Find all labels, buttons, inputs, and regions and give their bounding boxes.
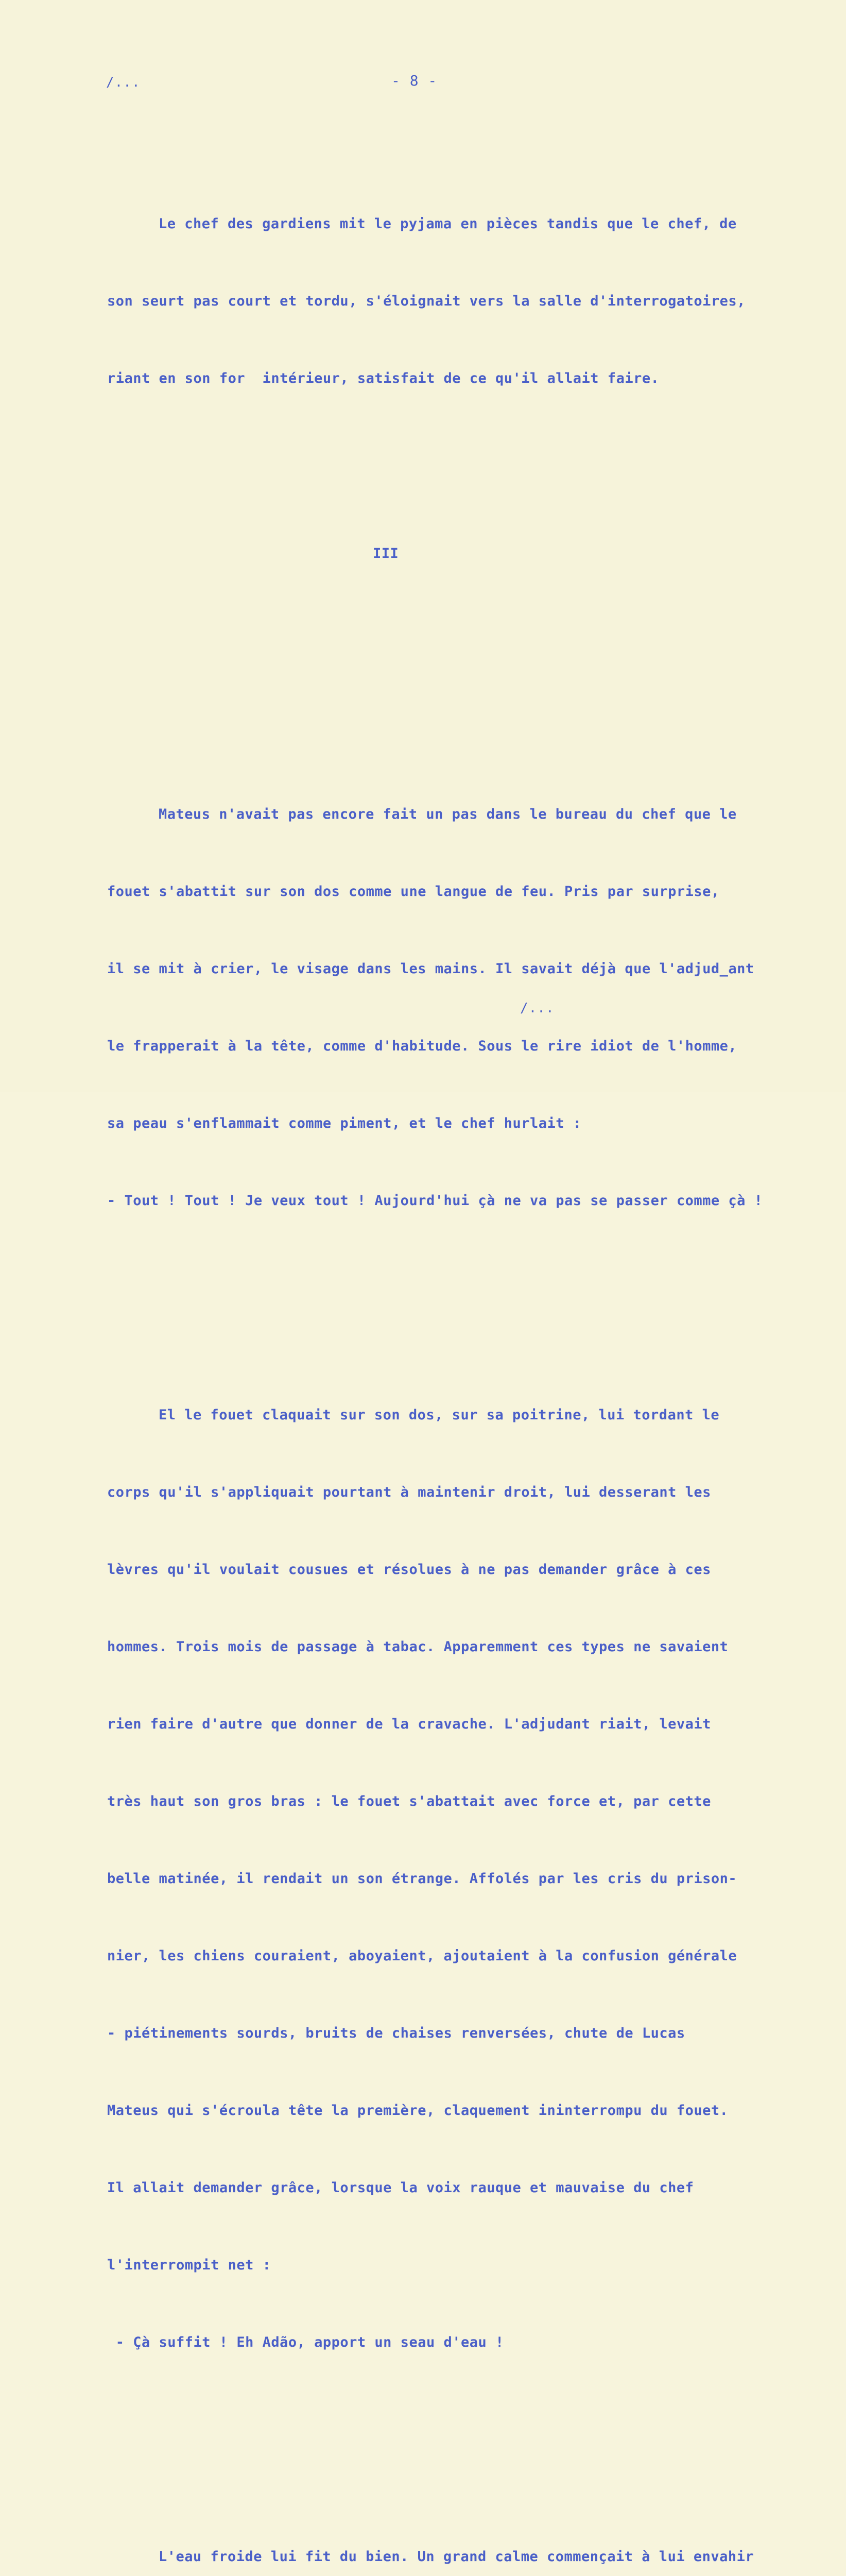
footer-continuation-mark: /... (520, 1001, 555, 1016)
text-line: lèvres qu'il voulait cousues et résolues à ne pas demander grâce à ces (107, 1562, 711, 1578)
text-line: - piétinements sourds, bruits de chaises renversées, chute de Lucas (107, 2025, 685, 2041)
text-line: Mateus n'avait pas encore fait un pas dans le bureau du chef que le (159, 806, 737, 822)
text-line: rien faire d'autre que donner de la cravache. L'adjudant riait, levait (107, 1716, 711, 1732)
text-line: il se mit à crier, le visage dans les mains. Il savait déjà que l'adjud_ant (107, 961, 754, 977)
text-line: nier, les chiens couraient, aboyaient, ajoutaient à la confusion générale (107, 1948, 737, 1964)
text-line: Mateus qui s'écroula tête la première, claquement ininterrompu du fouet. (107, 2103, 729, 2119)
page-body (107, 108, 776, 2576)
dialogue-line: - Çà suffit ! Eh Adão, apport un seau d'eau ! (107, 2334, 504, 2350)
dialogue-line: - Tout ! Tout ! Je veux tout ! Aujourd'hui çà ne va pas se passer comme çà ! (107, 1193, 763, 1209)
text-line: l'interrompit net : (107, 2257, 271, 2273)
text-line: hommes. Trois mois de passage à tabac. Apparemment ces types ne savaient (107, 1639, 729, 1655)
page-number: - 8 - (391, 72, 438, 89)
text-line: son seurt pas court et tordu, s'éloignait vers la salle d'interrogatoires, (107, 293, 746, 309)
text-line: très haut son gros bras : le fouet s'abattait avec force et, par cette (107, 1793, 711, 1809)
section-title: III (373, 546, 399, 562)
header-continuation-mark: /... (106, 75, 141, 90)
text-line: Il allait demander grâce, lorsque la voix rauque et mauvaise du chef (107, 2180, 694, 2196)
text-line: riant en son for intérieur, satisfait de ce qu'il allait faire. (107, 370, 660, 386)
text-line: le frapperait à la tête, comme d'habitude. Sous le rire idiot de l'homme, (107, 1038, 737, 1054)
text-line: L'eau froide lui fit du bien. Un grand calme commençait à lui envahir (159, 2549, 754, 2565)
text-line: corps qu'il s'appliquait pourtant à maintenir droit, lui desserant les (107, 1484, 711, 1500)
text-line: belle matinée, il rendait un son étrange. Affolés par les cris du prison- (107, 1871, 737, 1887)
text-line: fouet s'abattit sur son dos comme une langue de feu. Pris par surprise, (107, 884, 720, 900)
text-line: sa peau s'enflammait comme piment, et le chef hurlait : (107, 1115, 582, 1131)
text-line: El le fouet claquait sur son dos, sur sa poitrine, lui tordant le (159, 1407, 720, 1423)
text-line: Le chef des gardiens mit le pyjama en pièces tandis que le chef, de (159, 216, 737, 232)
